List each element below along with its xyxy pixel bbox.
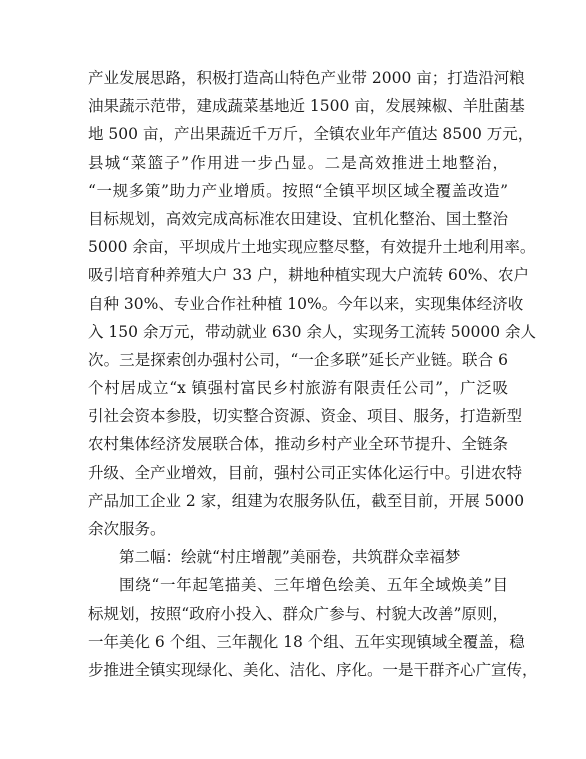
- paragraph-line: 产品加工企业 2 家，组建为农服务队伍，截至目前，开展 5000: [88, 491, 525, 510]
- paragraph-line: 农村集体经济发展联合体，推动乡村产业全环节提升、全链条: [88, 435, 508, 454]
- paragraph-line: 地 500 亩，产出果蔬近千万斤，全镇农业年产值达 8500 万元，: [88, 125, 534, 144]
- paragraph-line: 余次服务。: [88, 520, 166, 538]
- paragraph-line: 产业发展思路，积极打造高山特色产业带 2000 亩；打造沿河粮: [88, 69, 525, 87]
- paragraph-line: 吸引培育种养殖大户 33 户，耕地种植实现大户流转 60%、农户: [88, 266, 529, 285]
- paragraph-line: 县城“菜篮子”作用进一步凸显。二是高效推进土地整治，: [88, 153, 508, 172]
- paragraph-line: 5000 余亩，平坝成片土地实现应整尽整，有效提升土地利用率。: [88, 238, 536, 257]
- paragraph-line: 一年美化 6 个组、三年靓化 18 个组、五年实现镇域全覆盖，稳: [88, 632, 525, 651]
- paragraph-line: 个村居成立“x 镇强村富民乡村旅游有限责任公司”，广泛吸: [88, 379, 508, 398]
- paragraph-line: 升级、全产业增效，目前，强村公司正实体化运行中。引进农特: [88, 463, 523, 482]
- paragraph-line: 围绕“一年起笔描美、三年增色绘美、五年全域焕美”目: [119, 576, 508, 595]
- paragraph-line: 自种 30%、专业合作社种植 10%。今年以来，实现集体经济收: [88, 294, 524, 313]
- paragraph-line: “一规多策”助力产业增质。按照“全镇平坝区域全覆盖改造”: [88, 181, 508, 200]
- paragraph-line: 入 150 余万元，带动就业 630 余人，实现务工流转 50000 余人: [88, 322, 537, 341]
- paragraph-line: 步推进全镇实现绿化、美化、洁化、序化。一是干群齐心广宣传，: [88, 660, 538, 679]
- section-heading: 第二幅：绘就“村庄增靓”美丽卷，共筑群众幸福梦: [119, 548, 461, 567]
- paragraph-line: 目标规划，高效完成高标准农田建设、宜机化整治、国土整治: [88, 209, 508, 228]
- document-body: [88, 64, 538, 684]
- paragraph-line: 次。三是探索创办强村公司，“一企多联”延长产业链。联合 6: [88, 350, 508, 369]
- paragraph-line: 标规划，按照“政府小投入、群众广参与、村貌大改善”原则，: [88, 604, 508, 623]
- paragraph-line: 油果蔬示范带，建成蔬菜基地近 1500 亩，发展辣椒、羊肚菌基: [88, 97, 525, 116]
- paragraph-line: 引社会资本参股，切实整合资源、资金、项目、服务，打造新型: [88, 407, 523, 426]
